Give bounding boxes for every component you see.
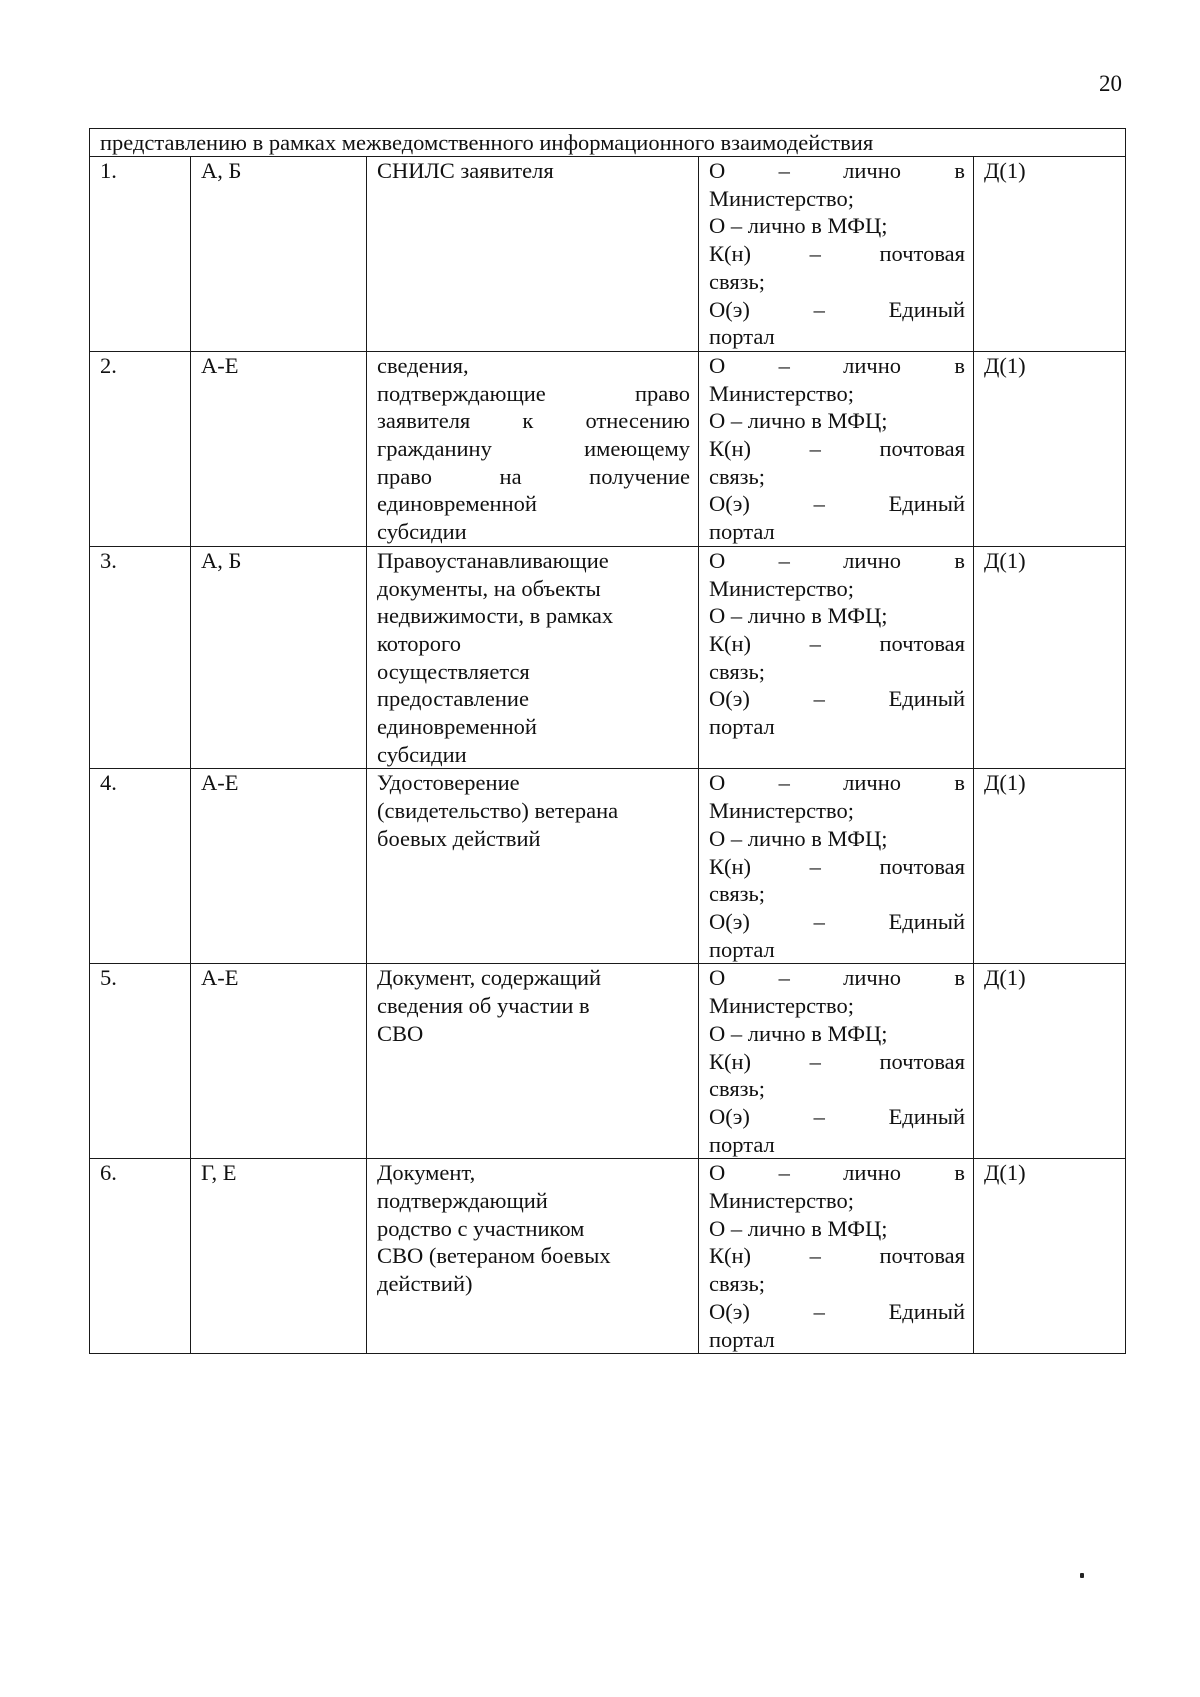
description-line: СВО (ветераном боевых: [377, 1243, 611, 1269]
submission-methods: [699, 351, 974, 546]
section-header-row: [90, 129, 1126, 157]
submission-method: О(э) – Единый портал: [709, 1298, 965, 1352]
section-header: представлению в рамках межведомственного информационного взаимодействия: [90, 129, 1126, 157]
requirement-code: Д(1): [974, 769, 1126, 964]
submission-method: О – лично в Министерство;: [709, 1160, 965, 1214]
submission-method: К(н) – почтовая связь;: [709, 853, 965, 907]
description-line: субсидии: [377, 519, 467, 545]
submission-method: О – лично в МФЦ;: [709, 213, 888, 239]
submission-method: О(э) – Единый портал: [709, 491, 965, 545]
description-line: Правоустанавливающие: [377, 547, 609, 573]
submission-method: К(н) – почтовая связь;: [709, 1243, 965, 1297]
table-row: [90, 769, 1126, 964]
submission-method: О(э) – Единый портал: [709, 1103, 965, 1157]
requirement-code: Д(1): [974, 157, 1126, 352]
document-description: [367, 964, 699, 1159]
document-description: [367, 157, 699, 352]
document-description: [367, 546, 699, 769]
row-number: 1.: [90, 157, 191, 352]
row-number: 5.: [90, 964, 191, 1159]
submission-methods: [699, 1159, 974, 1354]
description-line: сведения об участии в: [377, 993, 590, 1019]
row-number: 2.: [90, 351, 191, 546]
submission-method: О – лично в МФЦ;: [709, 603, 888, 629]
submission-method: О – лично в Министерство;: [709, 965, 965, 1019]
submission-methods: [699, 769, 974, 964]
submission-method: К(н) – почтовая связь;: [709, 436, 965, 489]
description-line: недвижимости, в рамках: [377, 603, 614, 629]
description-line: родство с участником: [377, 1215, 585, 1241]
table-row: [90, 1159, 1126, 1354]
documents-table: [89, 128, 1126, 1354]
table-row: [90, 546, 1126, 769]
submission-method: О(э) – Единый портал: [709, 908, 965, 962]
submission-method: О – лично в Министерство;: [709, 770, 965, 824]
page-number: 20: [1099, 71, 1122, 96]
description-line: (свидетельство) ветерана: [377, 798, 619, 824]
description-line: СВО: [377, 1020, 424, 1046]
description-line: субсидии: [377, 741, 467, 767]
description-line: Удостоверение: [377, 770, 520, 796]
requirement-code: Д(1): [974, 1159, 1126, 1354]
submission-method: О – лично в МФЦ;: [709, 408, 888, 434]
description-line: Документ, содержащий: [377, 965, 602, 991]
description-line: право на получение: [377, 463, 690, 489]
description-line: СНИЛС заявителя: [377, 158, 554, 183]
document-description: [367, 769, 699, 964]
description-line: боевых действий: [377, 825, 541, 851]
submission-method: О(э) – Единый портал: [709, 686, 965, 740]
document-description: [367, 351, 699, 546]
applicant-category: А-Е: [191, 769, 367, 964]
submission-methods: [699, 157, 974, 352]
applicant-category: А-Е: [191, 351, 367, 546]
description-line: осуществляется: [377, 658, 530, 684]
applicant-category: А, Б: [191, 157, 367, 352]
table-row: [90, 964, 1126, 1159]
table-row: [90, 351, 1126, 546]
submission-method: О – лично в Министерство;: [709, 158, 965, 211]
submission-methods: [699, 546, 974, 769]
applicant-category: Г, Е: [191, 1159, 367, 1354]
row-number: 4.: [90, 769, 191, 964]
table-row: [90, 157, 1126, 352]
submission-method: О – лично в Министерство;: [709, 352, 965, 406]
submission-method: О – лично в Министерство;: [709, 547, 965, 601]
requirement-code: Д(1): [974, 351, 1126, 546]
description-line: Документ,: [377, 1160, 476, 1186]
submission-method: К(н) – почтовая связь;: [709, 241, 965, 294]
submission-method: К(н) – почтовая связь;: [709, 630, 965, 684]
description-line: заявителя к отнесению: [377, 408, 690, 434]
submission-method: К(н) – почтовая связь;: [709, 1048, 965, 1102]
description-line: которого: [377, 630, 461, 656]
requirement-code: Д(1): [974, 546, 1126, 769]
applicant-category: А-Е: [191, 964, 367, 1159]
description-line: единовременной: [377, 491, 537, 517]
description-line: сведения,: [377, 352, 469, 378]
description-line: подтверждающие право: [377, 380, 690, 406]
document-description: [367, 1159, 699, 1354]
scan-speck: [1080, 1573, 1084, 1578]
submission-method: О – лично в МФЦ;: [709, 825, 888, 851]
description-line: действий): [377, 1271, 473, 1297]
submission-method: О – лично в МФЦ;: [709, 1215, 888, 1241]
submission-methods: [699, 964, 974, 1159]
row-number: 6.: [90, 1159, 191, 1354]
description-line: единовременной: [377, 714, 537, 740]
requirement-code: Д(1): [974, 964, 1126, 1159]
description-line: документы, на объекты: [377, 575, 601, 601]
submission-method: О(э) – Единый портал: [709, 296, 965, 350]
description-line: предоставление: [377, 686, 529, 712]
row-number: 3.: [90, 546, 191, 769]
description-line: подтверждающий: [377, 1188, 548, 1214]
submission-method: О – лично в МФЦ;: [709, 1020, 888, 1046]
applicant-category: А, Б: [191, 546, 367, 769]
description-line: гражданину имеющему: [377, 436, 690, 462]
